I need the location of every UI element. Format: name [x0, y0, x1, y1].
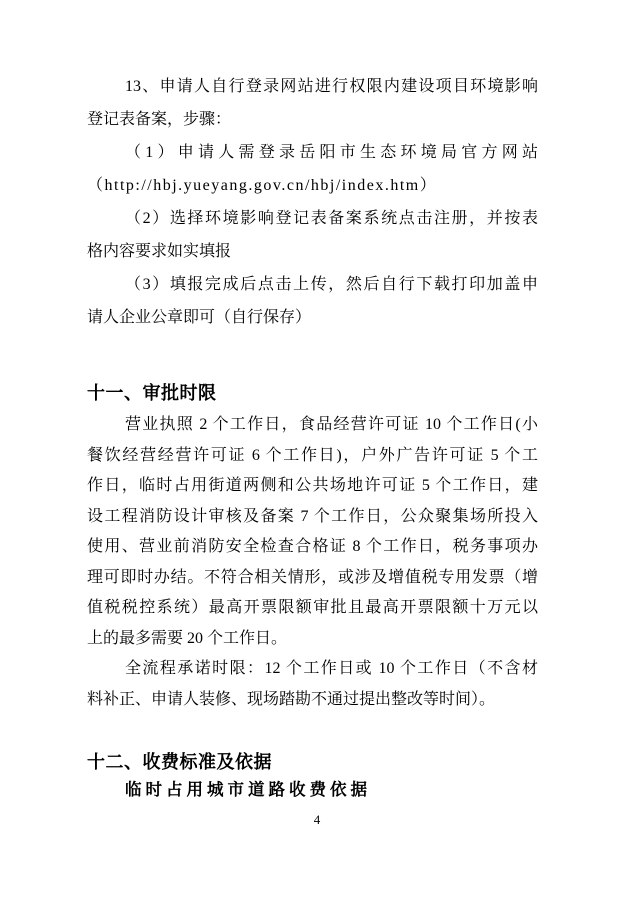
text-line: （2）选择环境影响登记表备案系统点击注册，并按表	[125, 210, 538, 227]
text-line: 值税税控系统）最高开票限额审批且最高开票限额十万元以	[87, 599, 538, 616]
text-line: 请人企业公章即可（自行保存）	[87, 309, 312, 326]
text-line: 全流程承诺时限：12 个工作日或 10 个工作日（不含材	[125, 660, 538, 677]
text-line: 登记表备案，步骤：	[87, 111, 232, 128]
text-line: 理可即时办结。不符合相关情形，或涉及增值税专用发票（增	[87, 568, 538, 586]
text-line: 餐饮经营经营许可证 6 个工作日)，户外广告许可证 5 个工	[87, 446, 538, 464]
website-url-text: （http://hbj.yueyang.gov.cn/hbj/index.htm）	[87, 177, 438, 194]
section-12-heading: 十二、收费标准及依据	[87, 752, 272, 772]
text-line: 上的最多需要 20 个工作日。	[87, 629, 288, 647]
text-line: （1）申请人需登录岳阳市生态环境局官方网站	[125, 144, 538, 161]
text-line: 设工程消防设计审核及备案 7 个工作日，公众聚集场所投入	[87, 507, 538, 525]
section-13-steps	[87, 70, 538, 334]
section-11-body	[87, 410, 538, 715]
text-line: 作日，临时占用街道两侧和公共场地许可证 5 个工作日，建	[87, 477, 538, 494]
text-line: （3）填报完成后点击上传，然后自行下载打印加盖申	[125, 276, 538, 293]
text-line: 格内容要求如实填报	[87, 243, 232, 260]
text-line: 使用、营业前消防安全检查合格证 8 个工作日，税务事项办	[87, 538, 538, 555]
text-line: 料补正、申请人装修、现场踏勘不通过提出整改等时间）。	[87, 690, 496, 708]
fee-basis-subheading: 临时占用城市道路收费依据	[125, 780, 371, 799]
section-11-heading: 十一、审批时限	[87, 383, 217, 403]
text-line: 营业执照 2 个工作日，食品经营许可证 10 个工作日(小	[125, 416, 538, 433]
text-line: 13、申请人自行登录网站进行权限内建设项目环境影响	[125, 78, 538, 95]
page-number: 4	[313, 812, 321, 827]
